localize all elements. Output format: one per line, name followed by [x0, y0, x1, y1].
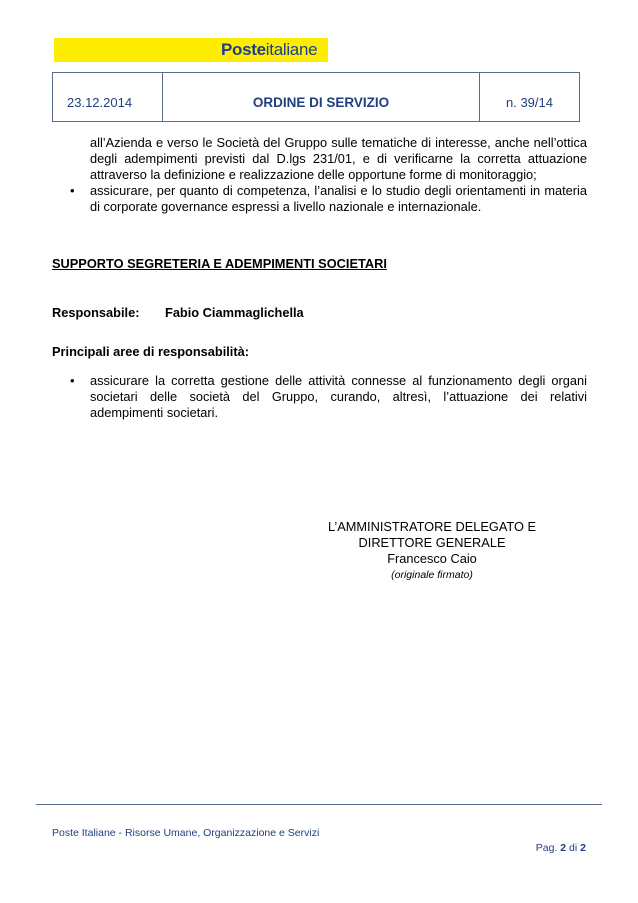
area-line-1: assicurare la corretta gestione delle attività connesse al funzionamento degli organi — [90, 373, 587, 388]
continuation-line-3: attraverso la definizione e realizzazione delle opportune forme di monitoraggio; — [90, 167, 537, 182]
document-date: 23.12.2014 — [53, 73, 163, 121]
bullet-governance-line-1: assicurare, per quanto di competenza, l’analisi e lo studio degli orientamenti in materia — [90, 183, 587, 198]
page-current: 2 — [560, 842, 567, 854]
areas-label: Principali aree di responsabilità: — [52, 344, 249, 359]
continuation-line-1: all’Azienda e verso le Società del Gruppo sulle tematiche di interesse, anche nell’ottica — [90, 135, 587, 150]
page-prefix: Pag. — [535, 842, 561, 854]
footer-divider — [36, 804, 602, 805]
signature-title-line-2: DIRETTORE GENERALE — [358, 535, 506, 550]
logo-bold: Poste — [221, 40, 266, 59]
signature-name: Francesco Caio — [387, 551, 477, 566]
area-line-2: societari delle società del Gruppo, curando, altresì, l’attuazione dei relativi — [90, 389, 587, 404]
responsabile-name: Fabio Ciammaglichella — [165, 305, 304, 320]
bullet-marker: • — [70, 373, 75, 388]
area-line-3: adempimenti societari. — [90, 405, 219, 420]
document-title: ORDINE DI SERVIZIO — [252, 95, 390, 110]
bullet-marker: • — [70, 183, 75, 198]
bullet-governance-line-2: di corporate governance espressi a livello nazionale e internazionale. — [90, 199, 482, 214]
footer-department: Poste Italiane - Risorse Umane, Organizzazione e Servizi — [52, 827, 320, 839]
header-table — [52, 72, 580, 122]
continuation-line-2: degli adempimenti previsti dal D.lgs 231/01, e di verificarne la corretta attuazione — [90, 151, 587, 166]
signature-title-line-1: L’AMMINISTRATORE DELEGATO E — [327, 519, 537, 534]
signature-note: (originale firmato) — [391, 569, 473, 581]
section-heading: SUPPORTO SEGRETERIA E ADEMPIMENTI SOCIETARI — [52, 256, 387, 271]
document-number: n. 39/14 — [479, 73, 579, 121]
logo-light: italiane — [265, 40, 318, 59]
page-total: 2 — [580, 842, 586, 854]
responsabile-label: Responsabile: — [52, 305, 140, 320]
page-indicator — [536, 842, 586, 854]
page-mid: di — [566, 842, 581, 854]
poste-italiane-logo — [221, 38, 317, 62]
